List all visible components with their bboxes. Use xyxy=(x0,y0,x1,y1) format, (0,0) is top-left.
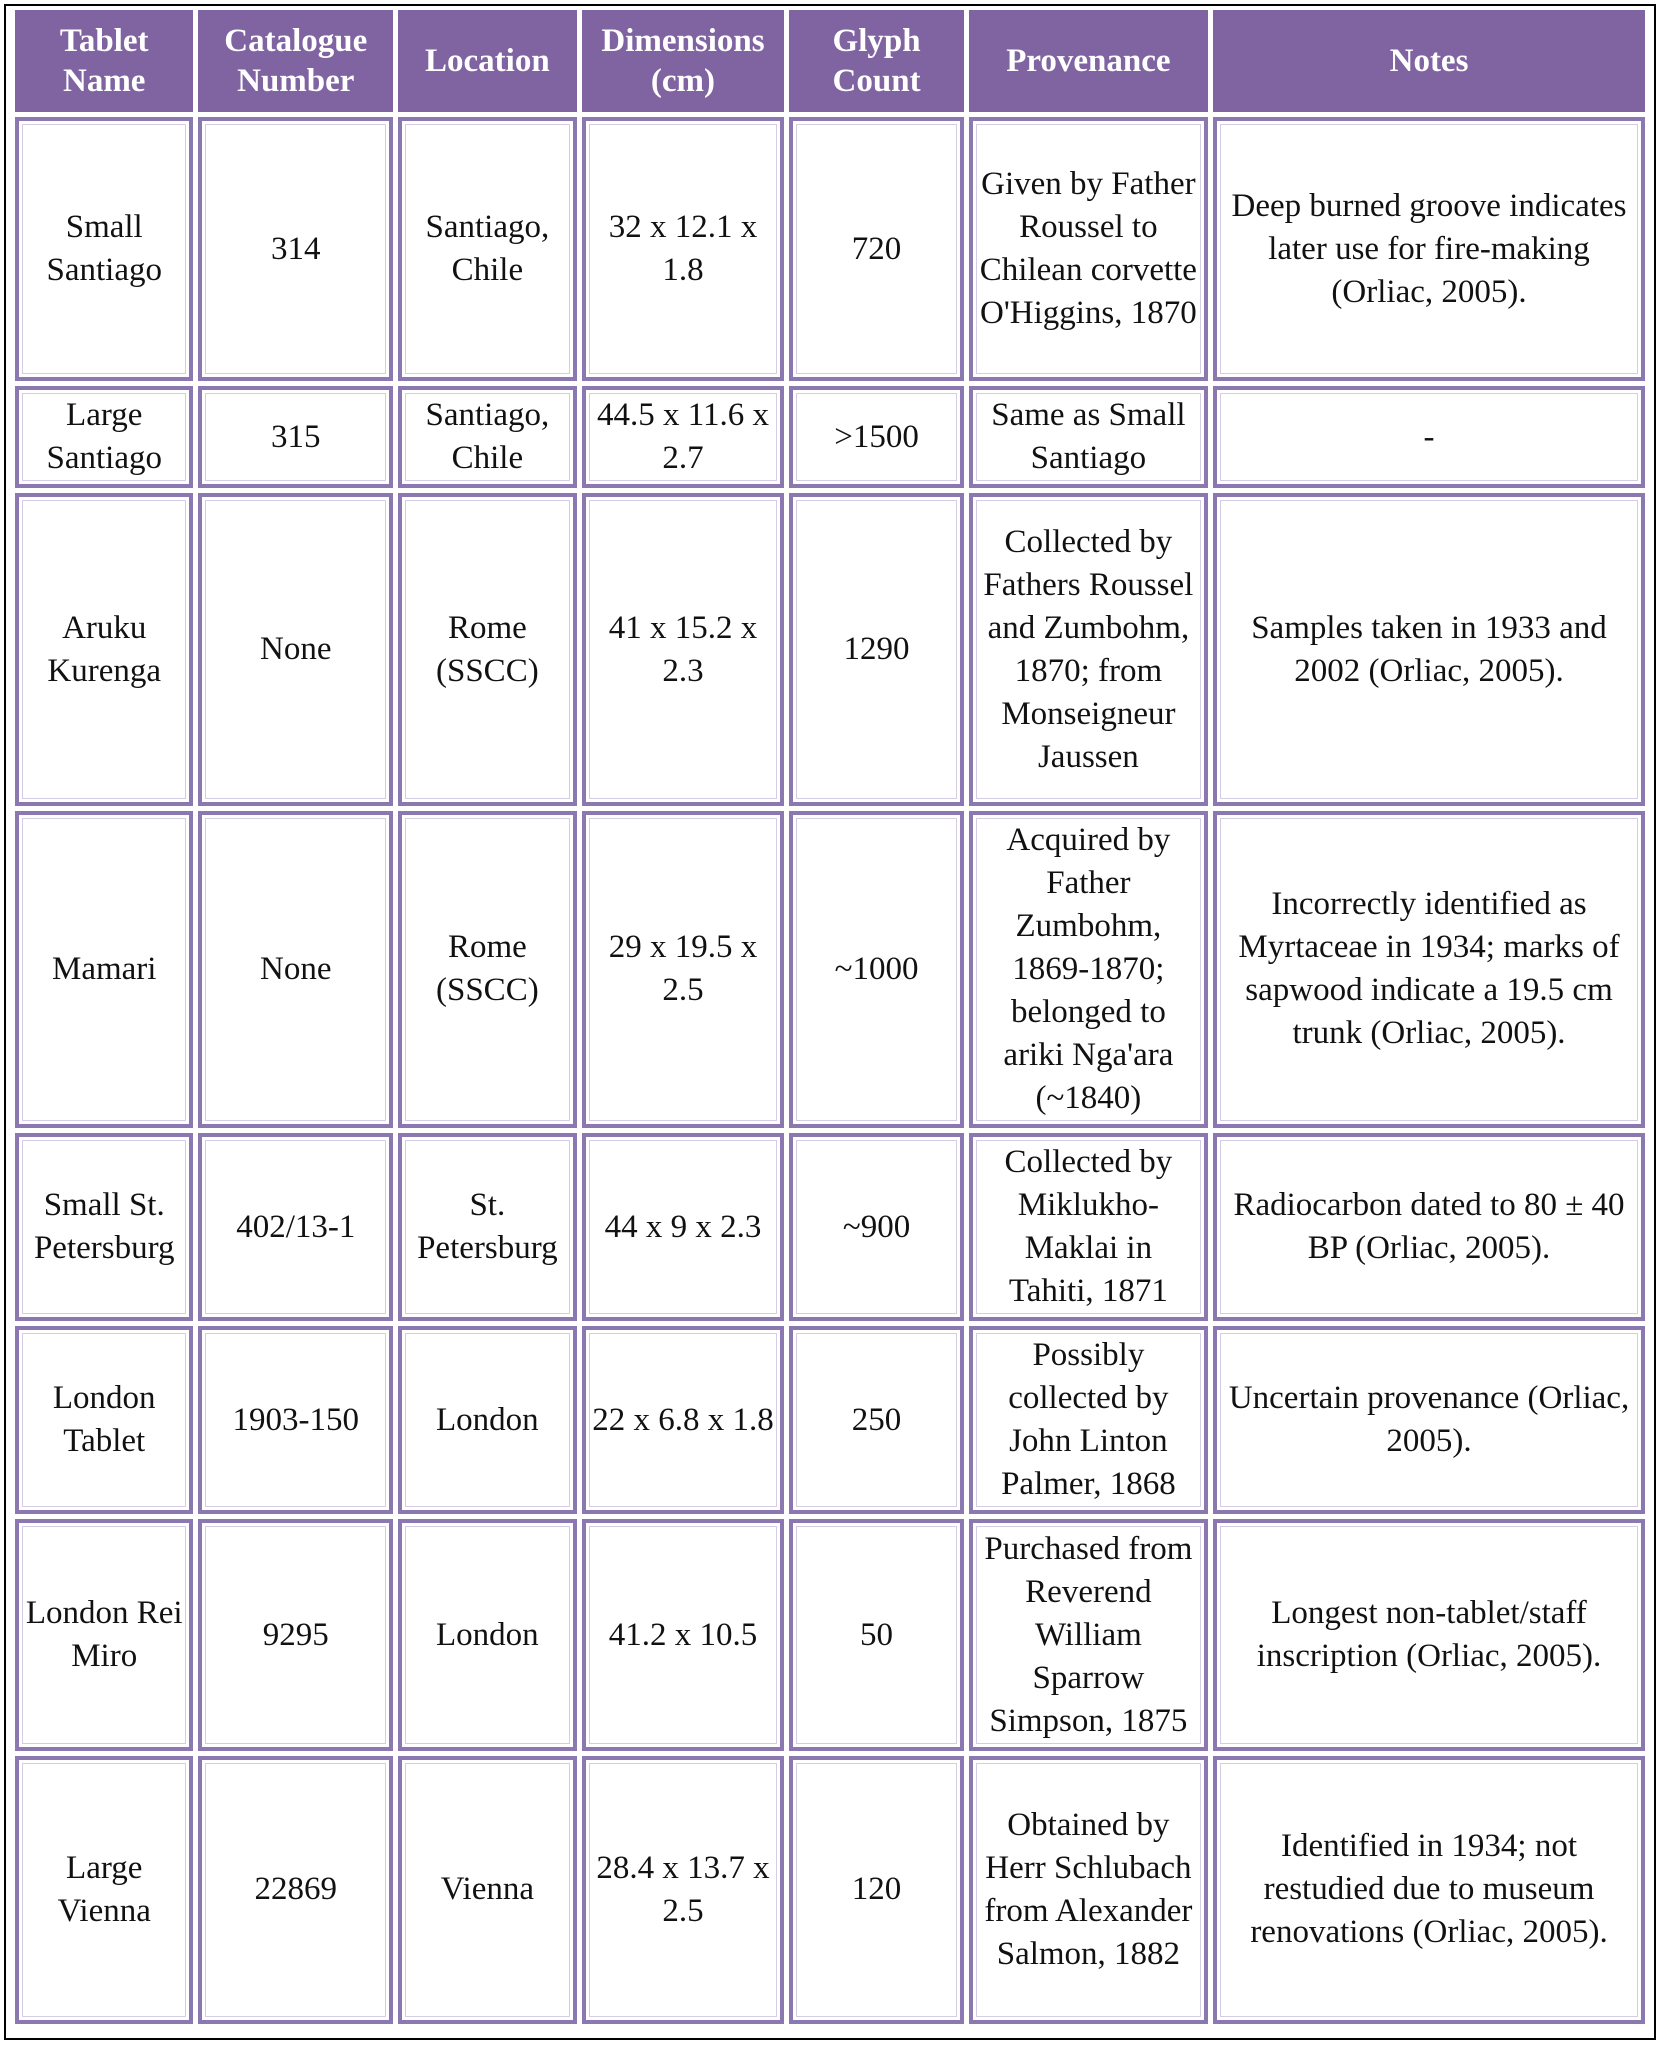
cell-provenance: Same as Small Santiago xyxy=(969,386,1208,488)
cell-notes: Radiocarbon dated to 80 ± 40 BP (Orliac, 2005). xyxy=(1213,1133,1645,1321)
cell-glyph-count: 720 xyxy=(789,117,963,381)
table-row xyxy=(15,1756,1645,2024)
cell-notes: Deep burned groove indicates later use for fire-making (Orliac, 2005). xyxy=(1213,117,1645,381)
cell-provenance: Possibly collected by John Linton Palmer, 1868 xyxy=(969,1326,1208,1514)
cell-catalogue-number: 315 xyxy=(198,386,393,488)
cell-catalogue-number: 22869 xyxy=(198,1756,393,2024)
cell-catalogue-number: None xyxy=(198,811,393,1128)
cell-tablet-name: Large Santiago xyxy=(15,386,193,488)
cell-glyph-count: ~1000 xyxy=(789,811,963,1128)
header-glyph-count: Glyph Count xyxy=(789,10,963,112)
cell-location: Santiago, Chile xyxy=(398,386,576,488)
cell-catalogue-number: 1903-150 xyxy=(198,1326,393,1514)
cell-dimensions: 32 x 12.1 x 1.8 xyxy=(582,117,785,381)
cell-provenance: Given by Father Roussel to Chilean corvette O'Higgins, 1870 xyxy=(969,117,1208,381)
table-row xyxy=(15,1133,1645,1321)
cell-provenance: Purchased from Reverend William Sparrow Simpson, 1875 xyxy=(969,1519,1208,1750)
cell-tablet-name: London Tablet xyxy=(15,1326,193,1514)
tablet-table xyxy=(10,5,1650,2029)
header-tablet-name: Tablet Name xyxy=(15,10,193,112)
cell-notes: Longest non-tablet/staff inscription (Orliac, 2005). xyxy=(1213,1519,1645,1750)
cell-tablet-name: Small Santiago xyxy=(15,117,193,381)
table-row xyxy=(15,811,1645,1128)
table-row xyxy=(15,1519,1645,1750)
cell-location: St. Petersburg xyxy=(398,1133,576,1321)
cell-location: London xyxy=(398,1519,576,1750)
header-row xyxy=(15,10,1645,112)
header-dimensions: Dimensions (cm) xyxy=(582,10,785,112)
cell-tablet-name: Small St. Petersburg xyxy=(15,1133,193,1321)
table-frame xyxy=(4,4,1656,2040)
cell-dimensions: 41.2 x 10.5 xyxy=(582,1519,785,1750)
cell-location: Vienna xyxy=(398,1756,576,2024)
cell-location: Rome (SSCC) xyxy=(398,811,576,1128)
table-header xyxy=(15,10,1645,112)
table-row xyxy=(15,1326,1645,1514)
cell-provenance: Obtained by Herr Schlubach from Alexander Salmon, 1882 xyxy=(969,1756,1208,2024)
table-row xyxy=(15,117,1645,381)
cell-dimensions: 29 x 19.5 x 2.5 xyxy=(582,811,785,1128)
table-body xyxy=(15,117,1645,2024)
cell-provenance: Collected by Miklukho-Maklai in Tahiti, 1871 xyxy=(969,1133,1208,1321)
cell-dimensions: 22 x 6.8 x 1.8 xyxy=(582,1326,785,1514)
cell-glyph-count: 250 xyxy=(789,1326,963,1514)
cell-notes: Incorrectly identified as Myrtaceae in 1934; marks of sapwood indicate a 19.5 cm trunk (Orliac, 2005). xyxy=(1213,811,1645,1128)
cell-tablet-name: London Rei Miro xyxy=(15,1519,193,1750)
header-notes: Notes xyxy=(1213,10,1645,112)
header-location: Location xyxy=(398,10,576,112)
cell-notes: Uncertain provenance (Orliac, 2005). xyxy=(1213,1326,1645,1514)
cell-catalogue-number: 9295 xyxy=(198,1519,393,1750)
cell-location: Rome (SSCC) xyxy=(398,493,576,805)
cell-tablet-name: Mamari xyxy=(15,811,193,1128)
table-row xyxy=(15,493,1645,805)
cell-tablet-name: Aruku Kurenga xyxy=(15,493,193,805)
cell-glyph-count: >1500 xyxy=(789,386,963,488)
cell-dimensions: 28.4 x 13.7 x 2.5 xyxy=(582,1756,785,2024)
cell-catalogue-number: 314 xyxy=(198,117,393,381)
cell-notes: Samples taken in 1933 and 2002 (Orliac, 2005). xyxy=(1213,493,1645,805)
cell-dimensions: 44 x 9 x 2.3 xyxy=(582,1133,785,1321)
cell-glyph-count: 50 xyxy=(789,1519,963,1750)
cell-catalogue-number: 402/13-1 xyxy=(198,1133,393,1321)
cell-provenance: Acquired by Father Zumbohm, 1869-1870; belonged to ariki Nga'ara (~1840) xyxy=(969,811,1208,1128)
cell-dimensions: 41 x 15.2 x 2.3 xyxy=(582,493,785,805)
table-row xyxy=(15,386,1645,488)
cell-glyph-count: 1290 xyxy=(789,493,963,805)
header-catalogue-number: Catalogue Number xyxy=(198,10,393,112)
cell-location: Santiago, Chile xyxy=(398,117,576,381)
header-provenance: Provenance xyxy=(969,10,1208,112)
cell-provenance: Collected by Fathers Roussel and Zumbohm, 1870; from Monseigneur Jaussen xyxy=(969,493,1208,805)
cell-glyph-count: 120 xyxy=(789,1756,963,2024)
cell-tablet-name: Large Vienna xyxy=(15,1756,193,2024)
cell-dimensions: 44.5 x 11.6 x 2.7 xyxy=(582,386,785,488)
cell-location: London xyxy=(398,1326,576,1514)
cell-notes: - xyxy=(1213,386,1645,488)
cell-notes: Identified in 1934; not restudied due to museum renovations (Orliac, 2005). xyxy=(1213,1756,1645,2024)
cell-catalogue-number: None xyxy=(198,493,393,805)
cell-glyph-count: ~900 xyxy=(789,1133,963,1321)
